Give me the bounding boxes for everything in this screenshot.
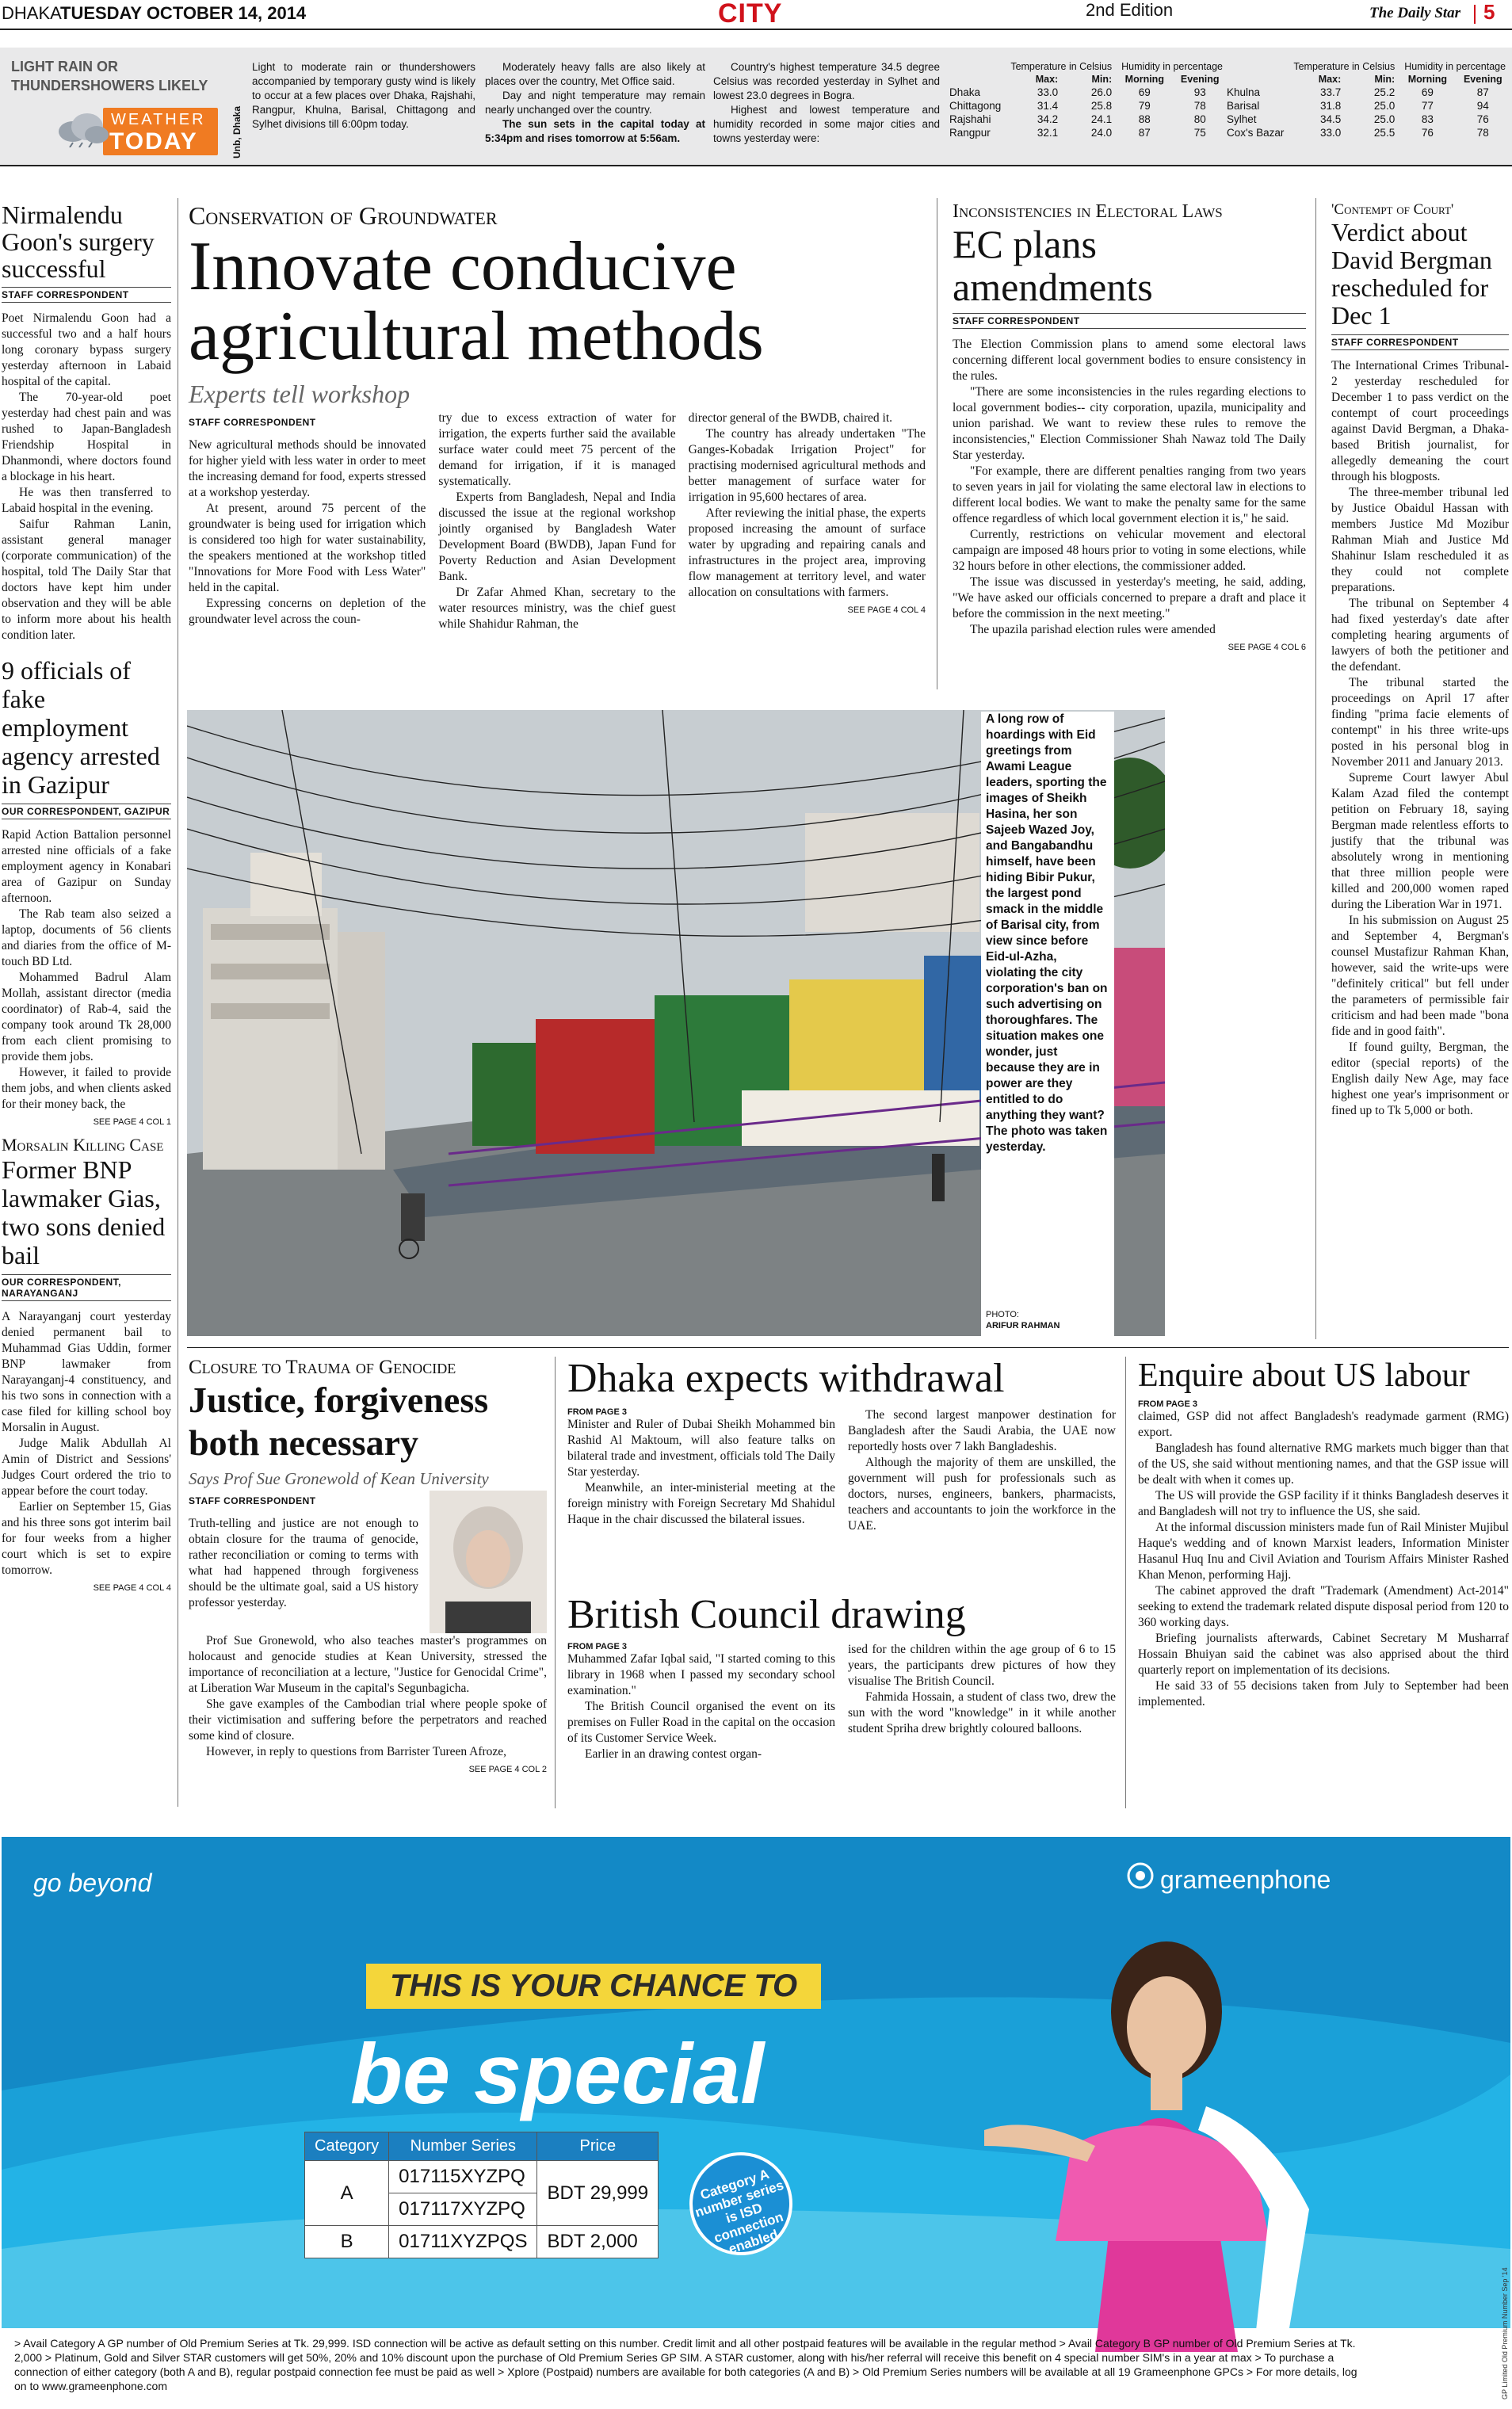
- lead-col-1: STAFF CORRESPONDENT New agricultural methods should be innovated for higher yield with less water in order to meet the increasing demand for food, experts stressed at a workshop yesterday. At present, around 75 percent of the groundwater is being used for irrigation which is considered too high for water sustainability, the speakers mentioned at the workshop titled "Innovations for More Food with Less Water" held in the capital. Expressing concerns on depletion of the groundwater level across the coun-: [189, 417, 426, 626]
- isd-badge: Category A number series is ISD connection enabled: [676, 2139, 806, 2269]
- story-byline: STAFF CORRESPONDENT: [2, 287, 171, 303]
- photo-credit-name: ARIFUR RAHMAN: [986, 1321, 1060, 1330]
- story-labour: [1138, 1357, 1509, 1710]
- price-header: Number Series: [389, 2132, 537, 2161]
- morning-header: Morning: [1407, 74, 1447, 85]
- lead-headline: Innovate conducive agricultural methods: [189, 228, 764, 375]
- news-photo: [187, 710, 1165, 1336]
- grameenphone-ad[interactable]: [2, 1837, 1510, 2407]
- cloud-icon: [55, 109, 111, 144]
- weather-badge-bottom: TODAY: [109, 128, 198, 155]
- story-byline: STAFF CORRESPONDENT: [1331, 334, 1509, 350]
- left-column: [2, 201, 171, 1593]
- story-byline: OUR CORRESPONDENT, GAZIPUR: [2, 804, 171, 819]
- weather-col1: Light to moderate rain or thundershowers accompanied by temporary gusty wind is likely to occur at a few places over Dhaka, Rajshahi, Rangpur, Khulna, Barisal, Chittagong and Sylhet divisions till 6:00pm today.: [252, 61, 475, 130]
- photo-caption: A long row of hoardings with Eid greetings from Awami League leaders, sporting the images of Sheikh Hasina, her son Sajeeb Wazed Joy, and Bangabandhu himself, have been hiding Bibir Pukur, the largest pond smack in the middle of Barisal city, from view since before Eid-ul-Azha, violating the city corporation's ban on such advertising on thoroughfares. The situation makes one wonder, just because they are in power are they entitled to do anything they want? The photo was taken yesterday.: [981, 712, 1114, 1336]
- weather-headline: LIGHT RAIN OR THUNDERSHOWERS LIKELY: [11, 59, 208, 94]
- weather-table-left: [945, 60, 1228, 139]
- story-title: Enquire about US labour: [1138, 1357, 1470, 1394]
- story-gazipur: [2, 656, 171, 1127]
- price-table: [304, 2132, 659, 2258]
- story-byline: STAFF CORRESPONDENT: [189, 417, 316, 428]
- price-header: Category: [305, 2132, 389, 2161]
- story-body: The International Crimes Tribunal-2 yesterday rescheduled for December 1 to pass verdict on the contempt of court proceedings against David Bergman, a Dhaka-based British journalist, for allegedly demeaning the court through his blogposts. The three-member tribunal led by Justice Obaidul Hassan with members Justice Md Mozibur Rahman Miah and Justice Md Shahinur Islam rescheduled it as they could not complete preparations. The tribunal on September 4 had fixed yesterday's date after completing hearing arguments of lawyers of both the petitioner and the defendant. The tribunal started the proceedings on April 17 after finding "prima facie elements of contempt" in his three write-ups posted in his personal blog in November 2011 and January 2013. Supreme Court lawyer Abul Kalam Azad filed the contempt petition on February 18, saying Bergman made relentless efforts to justify that the tribunal was absolutely wrong in mentioning that three million people were killed and 200,000 women raped during the Liberation War in 1971. In his submission on August 25 and September 4, Bergman's counsel Mustafizur Rahman Khan, however, said the write-ups were "definitely critical" but fell under the parameters of permissible fair criticism and had been made "bona fide and in good faith". If found guilty, Bergman, the editor (special reports) of the English daily New Age, may face highest one year's imprisonment or fined up to Tk 5,000 or both.: [1331, 359, 1509, 1117]
- story-deck: Says Prof Sue Gronewold of Kean University: [189, 1469, 489, 1488]
- portrait-photo: [430, 1491, 547, 1633]
- temp-header: Temperature in Celsius: [1010, 61, 1113, 72]
- masthead-date: TUESDAY OCTOBER 14, 2014: [60, 3, 307, 23]
- see-page-link[interactable]: SEE PAGE 4 COL 4: [93, 1583, 171, 1593]
- justice-columns: Truth-telling and justice are not enough to obtain closure for the trauma of genocide, rather reconciliation or coming to terms with what had happened through forgiveness should be the ultimate goal, said a US history professor yesterday.: [189, 1516, 547, 1633]
- max-header: Max:: [1318, 74, 1342, 85]
- evening-header: Evening: [1180, 74, 1220, 85]
- from-page: FROM PAGE 3: [1138, 1399, 1197, 1409]
- evening-header: Evening: [1463, 74, 1502, 85]
- ad-special: be special: [350, 2025, 765, 2121]
- story-byline: STAFF CORRESPONDENT: [953, 313, 1306, 329]
- weather-col2b: Day and night temperature may remain nearly unchanged over the country.: [485, 90, 705, 116]
- table-row: Dhaka 33.0 26.0 69 93: [949, 86, 1206, 98]
- table-row: Barisal 31.8 25.0 77 94: [1227, 100, 1489, 112]
- story-body: Poet Nirmalendu Goon had a successful two and a half hours long coronary bypass surgery yesterday afternoon in Labaid hospital of the capital. The 70-year-old poet yesterday had chest pain and was rushed to Japan-Bangladesh Friendship Hospital in Dhanmondi, where doctors found a blockage in his heart. He was then transferred to Labaid hospital in the evening. Saifur Rahman Lanin, assistant general manager (corporate communication) of the hospital, told The Daily Star that doctors have kept him under observation and they will be able to inform more about his health condition later.: [2, 311, 171, 642]
- max-header: Max:: [1035, 74, 1059, 85]
- humidity-header: Humidity in percentage: [1404, 61, 1506, 72]
- table-row: 017117XYZPQ: [305, 2193, 659, 2226]
- story-dhaka: Dhaka expects withdrawal FROM PAGE 3 Minister and Ruler of Dubai Sheikh Mohammed bin Rashid Al Maktoum, will also feature talks on bilateral trade and investment, officials told The Daily Star yesterday. Meanwhile, an inter-ministerial meeting at the foreign ministry with Foreign Secretary Md Shahidul Haque in the chair discussed the bilateral issues. The second largest manpower destination for Bangladesh after the Saudi Arabia, the UAE now reportedly hosts over 7 lakh Bangladeshis. Although the majority of them are unskilled, the government will push for professionals such as doctors, nurses, engineers, bankers, pharmacists, teachers and accountants to join the workforce in the UAE.: [567, 1356, 1116, 1533]
- column-rule: [1125, 1357, 1126, 1808]
- story-goon: [2, 201, 171, 643]
- min-header: Min:: [1091, 74, 1113, 85]
- story-justice: [189, 1357, 547, 1774]
- temp-header: Temperature in Celsius: [1293, 61, 1396, 72]
- story-title: 9 officials of fake employment agency arrested in Gazipur: [2, 656, 160, 799]
- table-row: B 01711XYZPQS BDT 2,000: [305, 2226, 659, 2258]
- story-deck: Experts tell workshop: [189, 380, 410, 408]
- humidity-header: Humidity in percentage: [1121, 61, 1224, 72]
- weather-table-right: [1222, 60, 1510, 139]
- weather-source: Unb, Dhaka: [231, 105, 242, 158]
- weather-badge-top: WEATHER: [111, 111, 206, 128]
- lead-columns: [189, 410, 926, 632]
- masthead-city: DHAKA: [2, 3, 62, 23]
- morning-header: Morning: [1124, 74, 1164, 85]
- ad-brand: grameenphone: [1160, 1865, 1331, 1894]
- weather-col2c: The sun sets in the capital today at 5:34pm and rises tomorrow at 5:56am.: [485, 118, 705, 144]
- ad-tagline: go beyond: [33, 1869, 152, 1897]
- story-kicker: Morsalin Killing Case: [2, 1135, 164, 1155]
- see-page-link[interactable]: SEE PAGE 4 COL 6: [1228, 643, 1306, 652]
- story-morsalin: [2, 1135, 171, 1593]
- table-row: Rajshahi 34.2 24.1 88 80: [949, 113, 1206, 125]
- weather-col2a: Moderately heavy falls are also likely at places over the country, Met Office said.: [485, 61, 705, 87]
- table-row: Rangpur 32.1 24.0 87 75: [949, 127, 1206, 139]
- min-header: Min:: [1374, 74, 1396, 85]
- story-title: Justice, forgiveness both necessary: [189, 1380, 489, 1463]
- see-page-link[interactable]: SEE PAGE 4 COL 2: [468, 1765, 547, 1774]
- table-row: Cox's Bazar 33.0 25.5 76 78: [1227, 127, 1489, 139]
- story-title: British Council drawing: [567, 1592, 966, 1637]
- story-byline: OUR CORRESPONDENT, NARAYANGANJ: [2, 1274, 171, 1301]
- story-body: claimed, GSP did not affect Bangladesh's readymade garment (RMG) export. Bangladesh has found alternative RMG markets much bigger than that of the US, she said without mentioning names, and that the GSP issue will be dealt with when it comes up. The US will provide the GSP facility if it thinks Bangladesh deserves it and Bangladesh will not try to influence the US, she said. At the informal discussion ministers made fun of Rail Minister Mujibul Haque's wedding and of known Marxist leaders, Information Minister Hasanul Huq Inu and Civil Aviation and Tourism Affairs Minister Rashed Khan Menon, performing Hajj. The cabinet approved the draft "Trademark (Amendment) Act-2014" seeking to extend the trademark related dispute disposal period from 120 to 360 working days. Briefing journalists afterwards, Cabinet Secretary M Musharraf Hossain Bhuiyan said the cabinet was also apprised about the third quarterly report on implementation of its decisions. He said 33 of 55 decisions taken from July to September had been implemented.: [1138, 1410, 1509, 1708]
- column-rule: [555, 1357, 556, 1808]
- story-title: EC plans amendments: [953, 222, 1153, 309]
- weather-col3a: Country's highest temperature 34.5 degree Celsius was recorded yesterday in Sylhet and lowest 23.0 degrees in Bogra.: [713, 61, 940, 101]
- weather-col3: [713, 60, 940, 146]
- lead-col-3: director general of the BWDB, chaired it. The country has already undertaken "The Ganges-Kobadak Irrigation Project" for practising modernised agricultural methods and better management of surface water for irrigation in 95,600 hectares of area. After reviewing the initial phase, the experts proposed increasing the amount of surface water by upgrading and repairing canals and infrastructures in the project area, improving flow management at territory level, and water allocation on consultations with farmers. SEE PAGE 4 COL 4: [688, 411, 926, 615]
- story-title: Former BNP lawmaker Gias, two sons denied bail: [2, 1155, 166, 1269]
- page-number: 5: [1483, 0, 1495, 24]
- table-row: Khulna 33.7 25.2 69 87: [1227, 86, 1489, 98]
- page-divider: [1474, 5, 1476, 24]
- from-page: FROM PAGE 3: [567, 1642, 627, 1651]
- masthead: [0, 0, 1512, 30]
- from-page: FROM PAGE 3: [567, 1407, 627, 1417]
- story-body: Rapid Action Battalion personnel arrested nine officials of a fake employment agency in Konabari area of Gazipur on Sunday afternoon. The Rab team also seized a laptop, documents of 56 clients and diaries from the office of M-touch BD Ltd. Mohammed Badrul Alam Mollah, assistant director (media coordinator) of Rab-4, said the company took around Tk 28,000 from each client promising to provide them jobs. However, it failed to provide them jobs, and when clients asked for their money back, the: [2, 828, 171, 1111]
- story-kicker: 'Contempt of Court': [1331, 201, 1454, 218]
- weather-badge: [103, 108, 218, 155]
- story-kicker: Inconsistencies in Electoral Laws: [953, 201, 1223, 222]
- lead-col-2: try due to excess extraction of water for irrigation, the experts further said the available surface water could meet 75 percent of the demand for irrigation, if it is managed systematically. Experts from Bangladesh, Nepal and India discussed the issue at the regional workshop jointly organised by Bangladesh Water Development Board (BWDB), Japan Fund for Poverty Reduction and Asian Development Bank. Dr Zafar Ahmed Khan, secretary to the water resources ministry, was the chief guest while Shahidur Rahman, the: [438, 411, 676, 631]
- lead-story: [189, 201, 926, 632]
- column-rule: [1315, 198, 1316, 1339]
- section-rule: [187, 1347, 1509, 1348]
- weather-col2: [485, 60, 705, 146]
- weather-strip: [0, 48, 1512, 166]
- story-kicker: Closure to Trauma of Genocide: [189, 1357, 456, 1378]
- story-body: A Narayanganj court yesterday denied permanent bail to Muhammad Gias Uddin, former BNP lawmaker from Narayanganj-4 constituency, and his two sons in connection with a case filed for killing school boy Morsalin in August. Judge Malik Abdullah Al Amin of District and Sessions' Judges Court ordered the trio to appear before the court today. Earlier on September 15, Gias and his three sons got interim bail for four weeks from a higher court which is set to expire tomorrow.: [2, 1310, 171, 1577]
- see-page-link[interactable]: SEE PAGE 4 COL 4: [847, 605, 926, 615]
- table-row: A 017115XYZPQ BDT 29,999: [305, 2161, 659, 2193]
- story-byline: STAFF CORRESPONDENT: [189, 1495, 316, 1506]
- story-kicker: Conservation of Groundwater: [189, 201, 498, 230]
- story-title: Nirmalendu Goon's surgery successful: [2, 200, 155, 283]
- ad-side-note: GP Limited Old Premium Number Sep '14: [1501, 2267, 1509, 2399]
- story-ec: [953, 201, 1306, 652]
- table-row: Chittagong 31.4 25.8 79 78: [949, 100, 1206, 112]
- see-page-link[interactable]: SEE PAGE 4 COL 1: [93, 1117, 171, 1127]
- price-header: Price: [537, 2132, 659, 2161]
- story-body: Prof Sue Gronewold, who also teaches master's programmes on holocaust and genocide studies at Kean University, stressed the importance of reconciliation at a lecture, "Justice for Genocidal Crime", at Liberation War Museum in the capital's Segunbagicha. She gave examples of the Cambodian trial where people spoke of their victimisation and suffering before the perpetrators and reached some kind of closure. However, in reply to questions from Barrister Tureen Afroze,: [189, 1634, 547, 1758]
- photo-credit-label: PHOTO:: [986, 1310, 1019, 1319]
- edition-label: 2nd Edition: [1086, 0, 1174, 20]
- ad-model-image: [937, 1908, 1380, 2352]
- section-label: CITY: [718, 0, 783, 29]
- paper-name: The Daily Star: [1369, 5, 1461, 21]
- grameenphone-logo-icon: [1127, 1862, 1154, 1889]
- ad-footer-text: > Avail Category A GP number of Old Premium Series at Tk. 29,999. ISD connection will be active as default setting on this number. Credit limit and all other postpaid features will be available in the regular method > Avail Category B GP number of Old Premium Series at Tk. 2,000 > Platinum, Gold and Silver STAR customers will get 50%, 20% and 10% discount upon the purchase of Old Premium Series GP SIM. A STAR customer, along with his/her referral will receive this benefit on 4 special number SIM's in a year at max > To purchase a connection of either category (both A and B), regular postpaid connection fee must be paid as well > Xplore (Postpaid) numbers are available for both categories (A and B) > Old Premium Series numbers will be available at all 19 Grameenphone GPCs > For more details, log on to www.grameenphone.com: [14, 2337, 1357, 2392]
- weather-col3b: Highest and lowest temperature and humidity recorded in some major cities and towns yesterday were:: [713, 104, 940, 144]
- story-body: The Election Commission plans to amend some electoral laws concerning different local government bodies to ensure consistency in the rules. "There are some inconsistencies in the rules regarding elections to local government bodies-- city corporation, upazila, municipality and union parishad. We want to review these rules to remove the inconsistencies," Election Commissioner Shah Nawaz told The Daily Star yesterday. "For example, there are different penalties ranging from two years to seven years in jail for violating the same electoral law in elections to different local bodies. We want to make the penalty same for the same offence regardless of which local government election it is," he said. Currently, restrictions on vehicular movement and electoral campaign are imposed 48 hours prior to voting in some elections, while 32 hours before in other elections, the commissioner added. The issue was discussed in yesterday's meeting, he said, adding, "We have asked our officials concerned to prepare a draft and place it before the commission in the next meeting." The upazila parishad election rules were amended: [953, 338, 1306, 636]
- story-british: British Council drawing FROM PAGE 3 Muhammed Zafar Iqbal said, "I started coming to this library in 1968 when I passed my secondary school examination." The British Council organised the event on its premises on Fuller Road in the capital on the occasion of its Customer Service Week. Earlier in an drawing contest organ- ised for the children within the age group of 6 to 15 years, the participants drew pictures of how they visualise The British Council. Fahmida Hossain, a student of class two, drew the sun with the word "knowledge" in it while another student Spriha drew brightly coloured balloons.: [567, 1592, 1116, 1761]
- table-row: Sylhet 34.5 25.0 83 76: [1227, 113, 1489, 125]
- ad-chance: THIS IS YOUR CHANCE TO: [366, 1964, 821, 2009]
- story-bergman: [1331, 201, 1509, 1119]
- story-title: Dhaka expects withdrawal: [567, 1356, 1005, 1401]
- story-title: Verdict about David Bergman rescheduled for Dec 1: [1331, 218, 1492, 330]
